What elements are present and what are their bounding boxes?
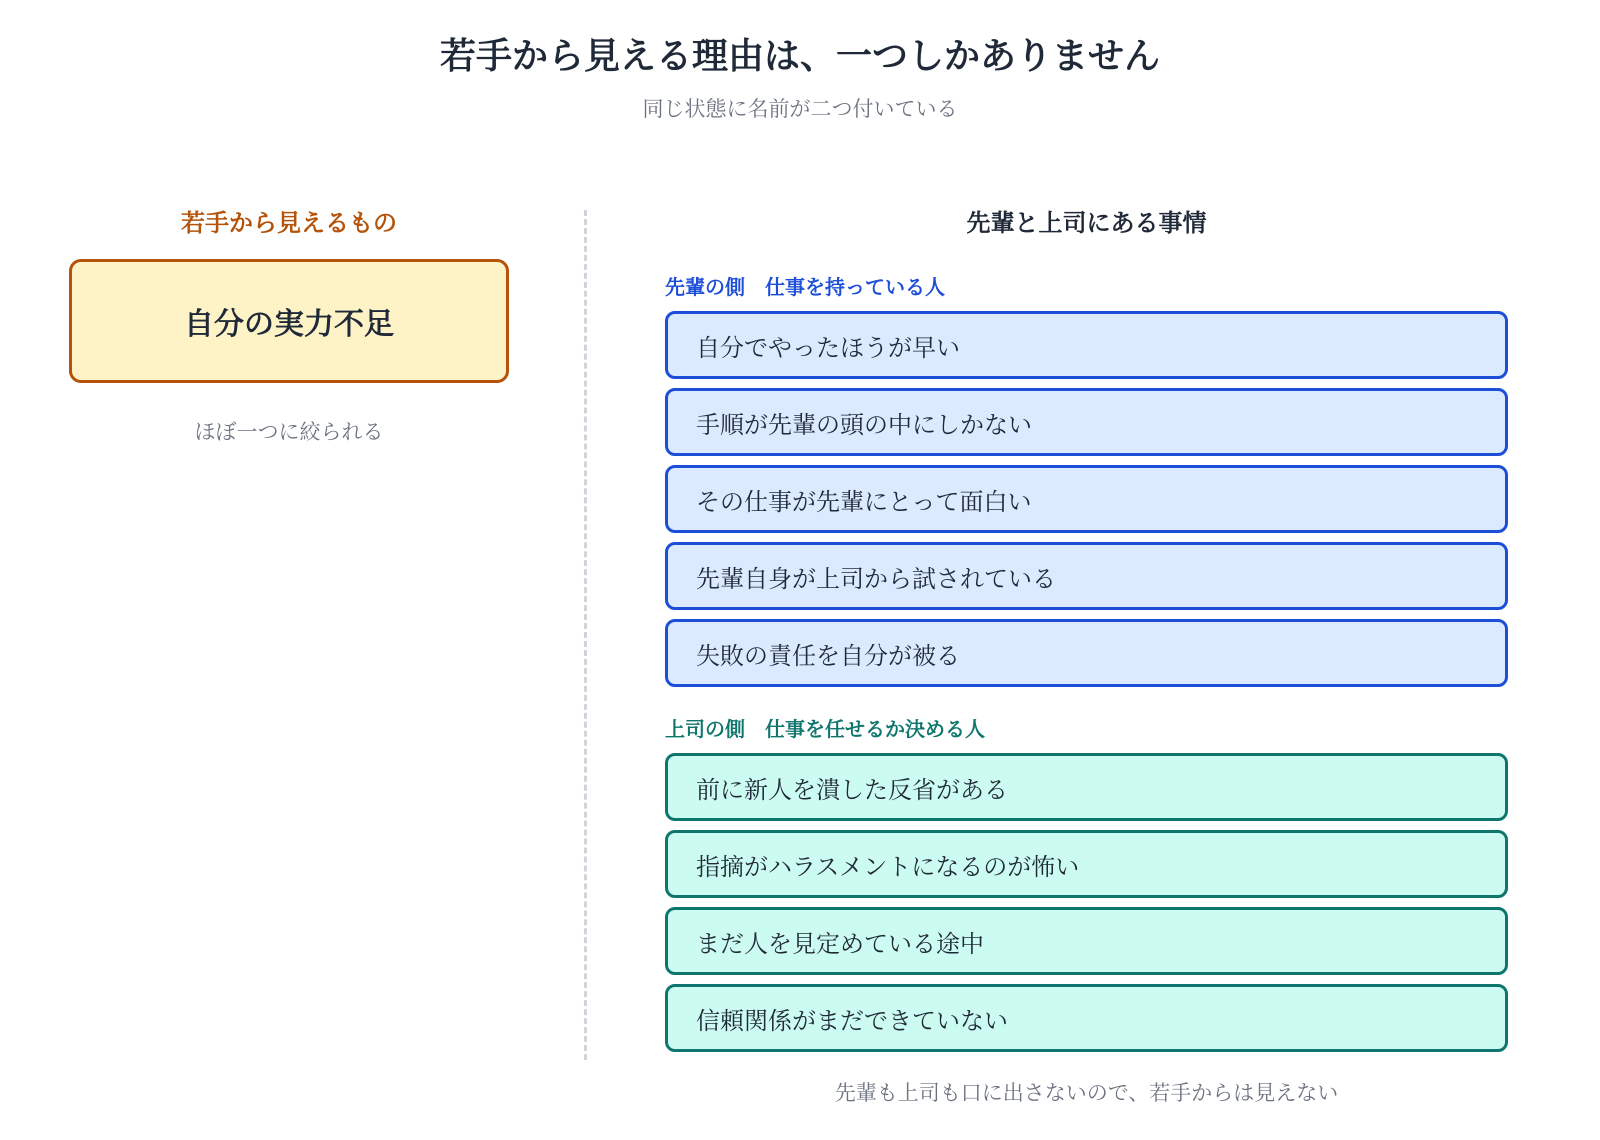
- left-column-note: ほぼ一つに絞られる: [194, 420, 384, 444]
- boss-reason-item: 信頼関係がまだできていない: [665, 984, 1508, 1052]
- page-title: 若手から見える理由は、一つしかありません: [439, 36, 1160, 77]
- boss-reason-item: 前に新人を潰した反省がある: [665, 753, 1508, 821]
- senior-reason-item: 失敗の責任を自分が被る: [665, 619, 1508, 687]
- visible-reason-box: [69, 259, 509, 383]
- boss-reason-item: 指摘がハラスメントになるのが怖い: [665, 830, 1508, 898]
- senior-reason-item: 手順が先輩の頭の中にしかない: [665, 388, 1508, 456]
- visible-reason-text: 自分の実力不足: [184, 307, 394, 342]
- boss-group-label: 上司の側 仕事を任せるか決める人: [665, 717, 985, 741]
- page-subtitle: 同じ状態に名前が二つ付いている: [642, 97, 958, 121]
- column-divider: [584, 210, 587, 1060]
- right-column-heading: 先輩と上司にある事情: [966, 209, 1207, 237]
- right-column-footer-note: 先輩も上司も口に出さないので、若手からは見えない: [834, 1081, 1339, 1105]
- senior-group-label: 先輩の側 仕事を持っている人: [665, 275, 945, 299]
- boss-reason-item: まだ人を見定めている途中: [665, 907, 1508, 975]
- senior-reason-item: 先輩自身が上司から試されている: [665, 542, 1508, 610]
- left-column-heading: 若手から見えるもの: [181, 209, 397, 237]
- senior-reason-item: その仕事が先輩にとって面白い: [665, 465, 1508, 533]
- boss-reason-list: [665, 753, 1508, 1061]
- senior-reason-list: [665, 311, 1508, 696]
- senior-reason-item: 自分でやったほうが早い: [665, 311, 1508, 379]
